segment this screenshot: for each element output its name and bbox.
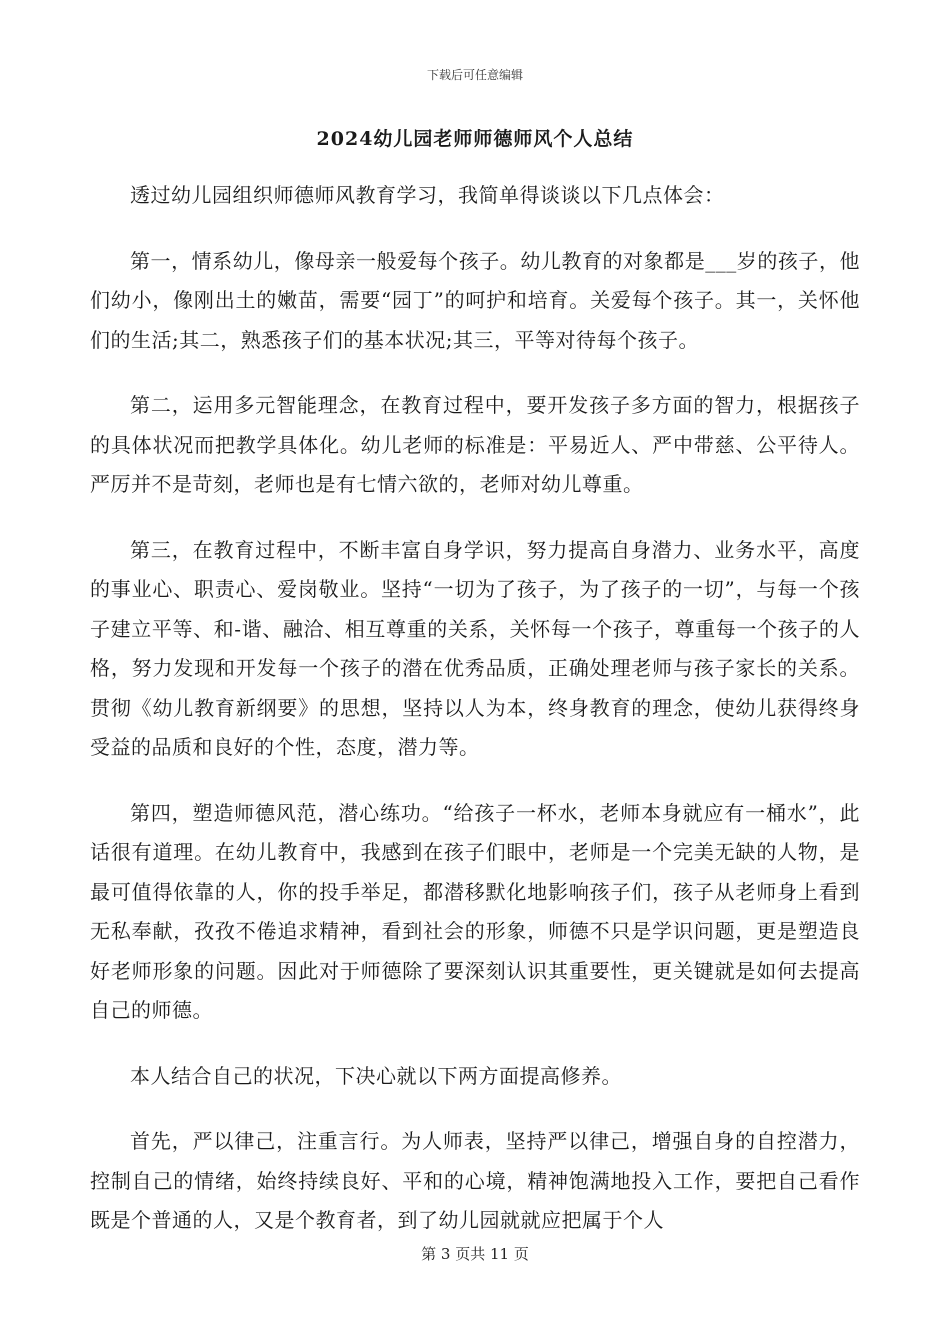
page-number: 第 3 页共 11 页	[421, 1245, 529, 1263]
paragraph-intro: 透过幼儿园组织师德师风教育学习，我简单得谈谈以下几点体会：	[130, 183, 725, 207]
paragraph-first-point: 第一，情系幼儿，像母亲一般爱每个孩子。幼儿教育的对象都是___岁的孩子，他们幼小，像刚出土的嫩苗，需要“园丁”的呵护和培育。关爱每个孩子。其一，关怀他们的生活;其二，熟悉孩子们的基本状况;其三，平等对待每个孩子。	[90, 248, 860, 352]
paragraph-third-point: 第三，在教育过程中，不断丰富自身学识，努力提高自身潜力、业务水平，高度的事业心、职责心、爱岗敬业。坚持“一切为了孩子，为了孩子的一切”，与每一个孩子建立平等、和-谐、融洽、相互尊重的关系，关怀每一个孩子，尊重每一个孩子的人格，努力发现和开发每一个孩子的潜在优秀品质，正确处理老师与孩子家长的关系。贯彻《幼儿教育新纲要》的思想，坚持以人为本，终身教育的理念，使幼儿获得终身受益的品质和良好的个性，态度，潜力等。	[90, 537, 860, 759]
header-note: 下载后可任意编辑	[426, 68, 523, 82]
document-title: 2024幼儿园老师师德师风个人总结	[316, 128, 634, 150]
document-body	[90, 176, 860, 1267]
paragraph-resolution: 本人结合自己的状况，下决心就以下两方面提高修养。	[130, 1063, 622, 1088]
paragraph-first-aspect: 首先，严以律己，注重言行。为人师表，坚持严以律己，增强自身的自控潜力，控制自己的情绪，始终持续良好、平和的心境，精神饱满地投入工作，要把自己看作既是个普通的人，又是个教育者，到了幼儿园就就应把属于个人	[90, 1129, 860, 1232]
paragraph-fourth-point: 第四，塑造师德风范，潜心练功。“给孩子一杯水，老师本身就应有一桶水”，此话很有道理。在幼儿教育中，我感到在孩子们眼中，老师是一个完美无缺的人物，是最可值得依靠的人，你的投手举足，都潜移默化地影响孩子们，孩子从老师身上看到无私奉献，孜孜不倦追求精神，看到社会的形象，师德不只是学识问题，更是塑造良好老师形象的问题。因此对于师德除了要深刻认识其重要性，更关键就是如何去提高自己的师德。	[90, 800, 860, 1022]
paragraph-second-point: 第二，运用多元智能理念，在教育过程中，要开发孩子多方面的智力，根据孩子的具体状况而把教学具体化。幼儿老师的标准是：平易近人、严中带慈、公平待人。严厉并不是苛刻，老师也是有七情六欲的，老师对幼儿尊重。	[90, 393, 860, 496]
